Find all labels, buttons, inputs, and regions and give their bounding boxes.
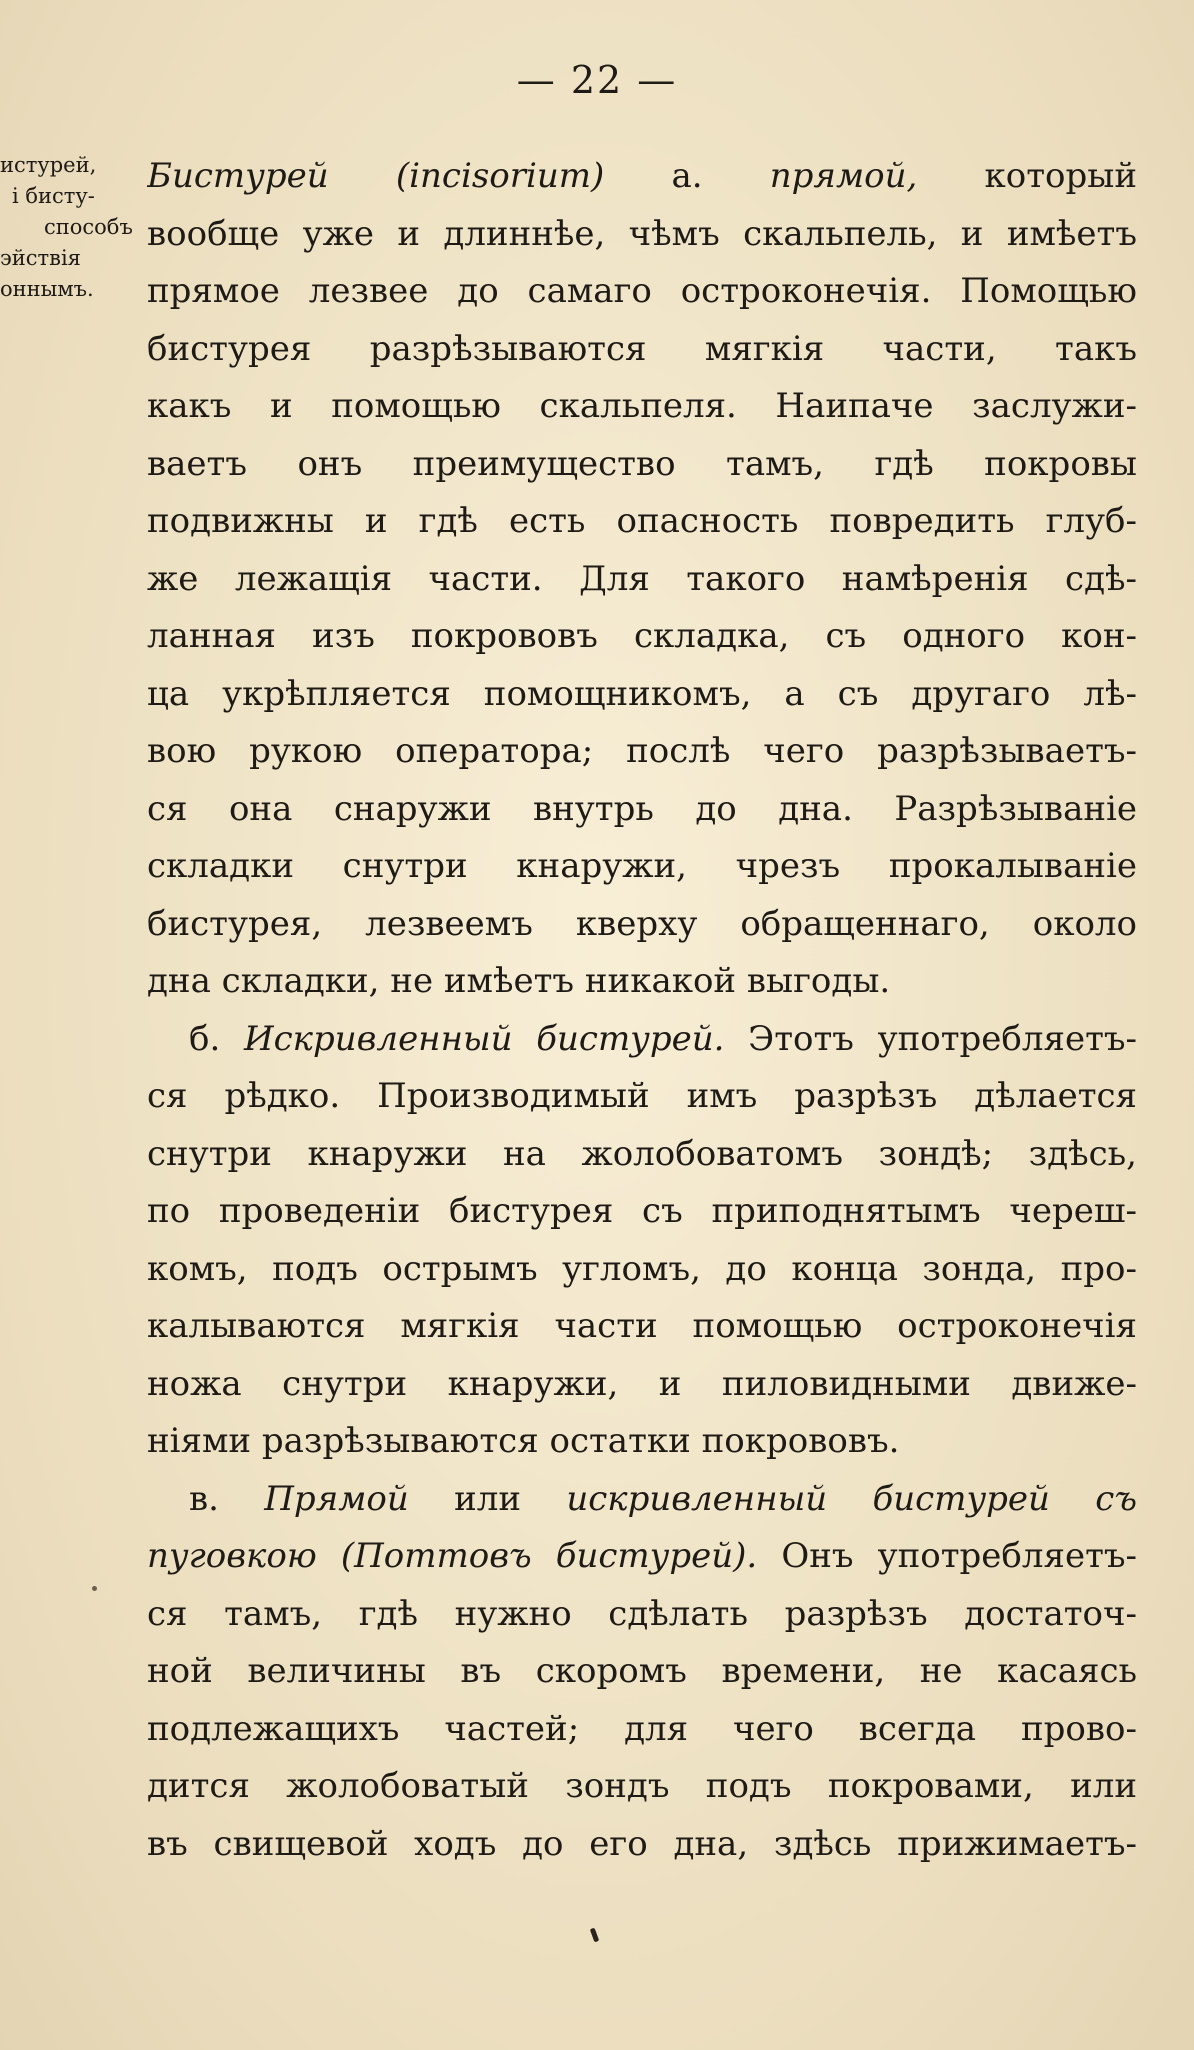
text-line xyxy=(147,378,1137,436)
text-run: бистурея разрѣзываются мягкія части, такъ xyxy=(147,328,1137,369)
paragraph xyxy=(147,1471,1137,1874)
text-line xyxy=(147,838,1137,896)
text-run: дна складки, не имѣетъ никакой выгоды. xyxy=(147,961,891,1001)
text-line xyxy=(147,1758,1137,1816)
text-run: б. xyxy=(189,1018,244,1059)
text-line xyxy=(147,263,1137,321)
text-run: ся она снаружи внутрь до дна. Разрѣзываніе xyxy=(147,788,1137,829)
text-line xyxy=(147,781,1137,839)
text-line xyxy=(147,1471,1137,1529)
italic-run: Прямой xyxy=(264,1478,409,1519)
text-line xyxy=(147,1413,1137,1471)
text-run: а. xyxy=(604,156,770,196)
text-line xyxy=(147,1241,1137,1299)
ink-speck xyxy=(92,1586,97,1591)
text-run: Онъ употребляетъ- xyxy=(757,1536,1137,1576)
margin-note xyxy=(0,150,150,305)
italic-run: искривленный бистурей съ xyxy=(566,1478,1137,1519)
text-run: подвижны и гдѣ есть опасность повредить глуб- xyxy=(147,501,1137,541)
text-line xyxy=(147,953,1137,1011)
text-line xyxy=(147,321,1137,379)
text-line xyxy=(147,1298,1137,1356)
page-number: — 22 — xyxy=(516,58,678,102)
text-run: в. xyxy=(189,1478,265,1519)
text-run: ца укрѣпляется помощникомъ, а съ другаго лѣ- xyxy=(147,673,1137,714)
margin-note-line: истурей, xyxy=(0,153,97,177)
text-line xyxy=(147,1356,1137,1414)
text-run: или xyxy=(408,1478,567,1519)
text-run: комъ, подъ острымъ угломъ, до конца зонда, про- xyxy=(147,1248,1137,1289)
text-line xyxy=(147,666,1137,724)
text-run: подлежащихъ частей; для чего всегда прово- xyxy=(147,1708,1137,1749)
italic-run: пуговкою (Поттовъ бистурей). xyxy=(147,1536,758,1576)
text-run: ваетъ онъ преимущество тамъ, гдѣ покровы xyxy=(147,443,1137,484)
paragraph xyxy=(147,1011,1137,1471)
text-run: какъ и помощью скальпеля. Наипаче заслужи- xyxy=(147,386,1137,426)
text-run: ной величины въ скоромъ времени, не касаясь xyxy=(147,1651,1137,1691)
text-run: же лежащія части. Для такого намѣренія сдѣ- xyxy=(147,558,1137,599)
text-line xyxy=(147,1011,1137,1069)
margin-note-line: і бисту- xyxy=(12,184,95,208)
text-run: дится жолобоватый зондъ подъ покровами, или xyxy=(147,1766,1137,1806)
text-line xyxy=(147,493,1137,551)
text-run: вообще уже и длиннѣе, чѣмъ скальпель, и имѣетъ xyxy=(147,213,1137,254)
text-run: ся тамъ, гдѣ нужно сдѣлать разрѣзъ достаточ- xyxy=(147,1593,1137,1634)
text-run: ся рѣдко. Производимый имъ разрѣзъ дѣлается xyxy=(147,1076,1137,1116)
text-run: ножа снутри кнаружи, и пиловидными движе- xyxy=(147,1363,1137,1404)
text-line xyxy=(147,1643,1137,1701)
ink-mark xyxy=(590,1928,599,1943)
italic-run: прямой, xyxy=(769,156,918,196)
text-line xyxy=(147,1528,1137,1586)
text-run: ніями разрѣзываются остатки покрововъ. xyxy=(147,1421,900,1461)
text-line xyxy=(147,608,1137,666)
text-run: въ свищевой ходъ до его дна, здѣсь прижимаетъ- xyxy=(147,1823,1137,1864)
text-line xyxy=(147,723,1137,781)
text-line xyxy=(147,1701,1137,1759)
text-line xyxy=(147,1068,1137,1126)
text-run: бистурея, лезвеемъ кверху обращеннаго, около xyxy=(147,903,1137,944)
text-line xyxy=(147,206,1137,264)
text-run: вою рукою оператора; послѣ чего разрѣзываетъ- xyxy=(147,731,1137,771)
italic-run: Искривленный бистурей. xyxy=(243,1018,725,1059)
text-line xyxy=(147,1183,1137,1241)
text-run: снутри кнаружи на жолобоватомъ зондѣ; здѣсь, xyxy=(147,1133,1137,1174)
margin-note-line: эйствія xyxy=(0,246,81,270)
margin-note-line: способъ xyxy=(44,215,133,239)
text-run: калываются мягкія части помощью остроконечія xyxy=(147,1306,1137,1346)
text-run: складки снутри кнаружи, чрезъ прокалываніе xyxy=(147,846,1137,886)
italic-run: Бистурей (incisorium) xyxy=(147,156,605,196)
text-line xyxy=(147,436,1137,494)
text-line xyxy=(147,1126,1137,1184)
text-run: который xyxy=(917,156,1137,196)
paragraph xyxy=(147,148,1137,1011)
body-text xyxy=(147,148,1137,1873)
text-line xyxy=(147,896,1137,954)
margin-note-line: оннымъ. xyxy=(0,277,94,301)
text-run: прямое лезвее до самаго остроконечія. Помощью xyxy=(147,271,1137,311)
text-line xyxy=(147,551,1137,609)
text-run: Этотъ употребляетъ- xyxy=(724,1018,1137,1059)
text-run: по проведеніи бистурея съ приподнятымъ череш- xyxy=(147,1191,1137,1231)
text-line xyxy=(147,148,1137,206)
text-line xyxy=(147,1586,1137,1644)
text-line xyxy=(147,1816,1137,1874)
text-run: ланная изъ покрововъ складка, съ одного кон- xyxy=(147,616,1137,656)
